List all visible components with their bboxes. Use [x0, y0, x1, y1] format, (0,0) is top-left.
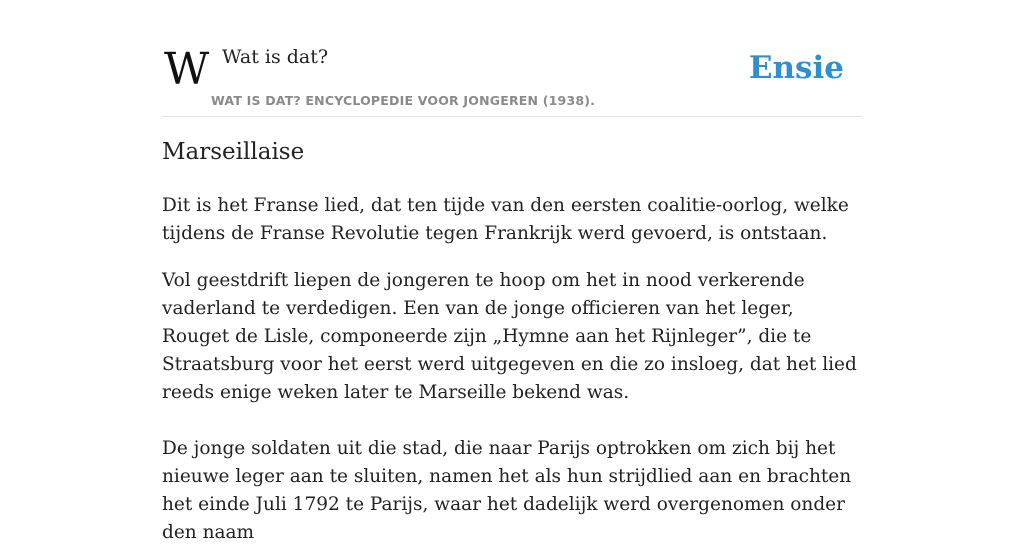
source-title-link[interactable]: Wat is dat? [222, 46, 329, 68]
ensie-brand-logo[interactable]: Ensie [748, 50, 844, 86]
wikipedia-logo-icon[interactable]: W [164, 44, 204, 95]
article-paragraph: Dit is het Franse lied, dat ten tijde van den eersten coalitie-oorlog, welke tijdens de Franse Revolutie tegen Frankrijk werd gevoerd, is ontstaan. [162, 195, 849, 244]
entry-title: Marseillaise [162, 139, 305, 165]
article-paragraph: De jonge soldaten uit die stad, die naar Parijs optrokken om zich bij het nieuwe leger aan te sluiten, namen het als hun strijdlied aan en brachten het einde Juli 1792 te Parijs, waar het dadelijk werd overgenomen onder den naam [162, 438, 852, 543]
source-header [162, 0, 862, 117]
article-paragraph: Vol geestdrift liepen de jongeren te hoop om het in nood verkerende vaderland te verdedigen. Een van de jonge officieren van het leger, Rouget de Lisle, componeerde zijn „Hymne aan het Rijnleger”, die te Straatsburg voor het eerst werd uitgegeven en die zo insloeg, dat het lied reeds enige weken later te Marseille bekend was. [162, 270, 857, 403]
source-subtitle: WAT IS DAT? ENCYCLOPEDIE VOOR JONGEREN (1938). [211, 93, 596, 108]
